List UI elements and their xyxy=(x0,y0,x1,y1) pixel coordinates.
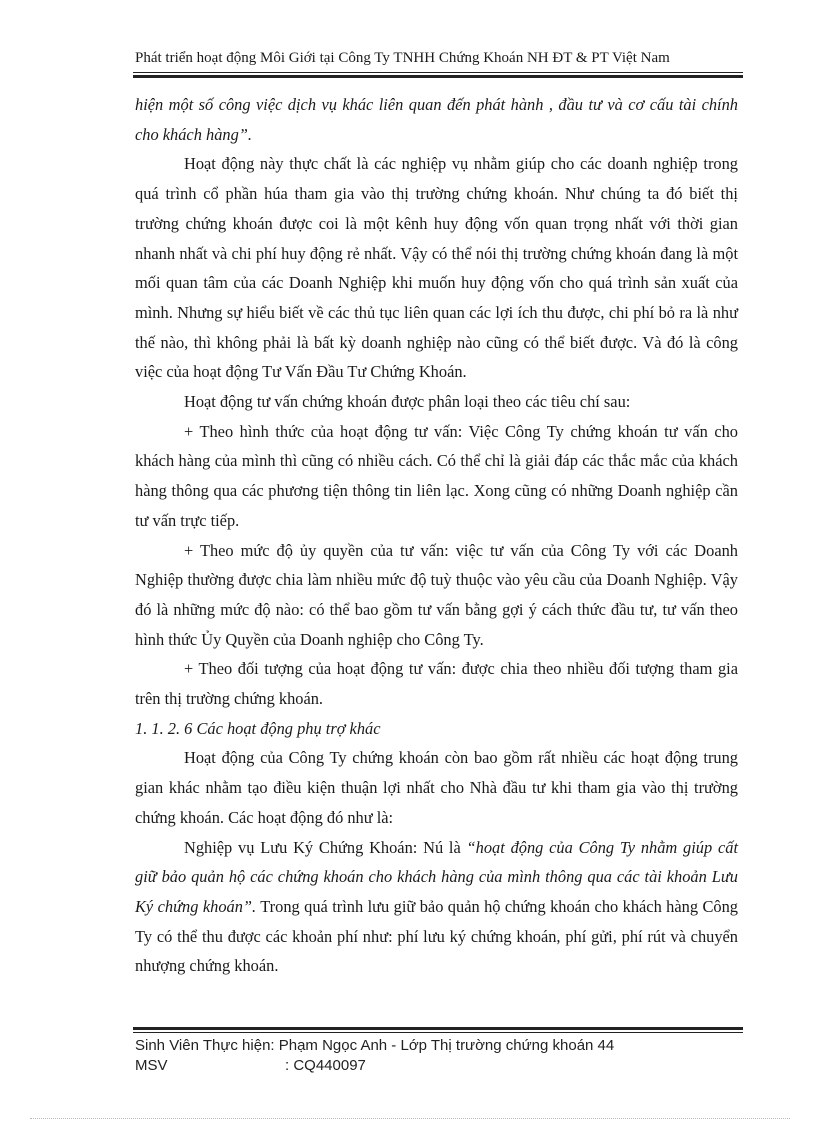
document-body xyxy=(135,90,738,981)
footer-msv-line xyxy=(135,1056,614,1076)
paragraph-by-subject: + Theo đối tượng của hoạt động tư vấn: được chia theo nhiều đối tượng tham gia trên thị trường chứng khoán. xyxy=(135,659,738,709)
footer-msv-label: MSV xyxy=(135,1057,168,1074)
custody-tail-text: Trong quá trình lưu giữ bảo quản hộ chứng khoán cho khách hàng Công Ty có thể thu được các khoản phí như: phí lưu ký chứng khoán, phí gửi, phí rút và chuyển nhượng chứng khoán. xyxy=(135,896,738,976)
page-footer xyxy=(135,1036,614,1076)
header-rule-thin xyxy=(133,72,743,73)
footer-student-line: Sinh Viên Thực hiện: Phạm Ngọc Anh - Lớp Thị trường chứng khoán 44 xyxy=(135,1037,615,1054)
paragraph-auxiliary-activities: Hoạt động của Công Ty chứng khoán còn bao gồm rất nhiều các hoạt động trung gian khác nhằm tạo điều kiện thuận lợi nhất cho Nhà đầu tư khi tham gia vào thị trường chứng khoán. Các hoạt động đó như là: xyxy=(135,748,738,827)
paragraph-continuation: hiện một số công việc dịch vụ khác liên quan đến phát hành , đầu tư và cơ cấu tài chính cho khách hàng”. xyxy=(135,95,738,144)
header-rule-thick xyxy=(133,75,743,78)
paragraph-by-authorization: + Theo mức độ ủy quyền của tư vấn: việc tư vấn của Công Ty với các Doanh Nghiệp thường được chia làm nhiều mức độ tuỳ thuộc vào yêu cầu của Doanh Nghiệp. Vậy đó là những mức độ nào: có thể bao gồm tư vấn bằng gợi ý cách thức đầu tư, tư vấn theo hình thức Ủy Quyền của Doanh nghiệp cho Công Ty. xyxy=(135,540,738,649)
page-header: Phát triển hoạt động Môi Giới tại Công Ty TNHH Chứng Khoán NH ĐT & PT Việt Nam xyxy=(135,50,670,66)
paragraph-consulting-overview: Hoạt động này thực chất là các nghiệp vụ nhằm giúp cho các doanh nghiệp trong quá trình cổ phần húa tham gia vào thị trường chứng khoán. Như chúng ta đó biết thị trường chứng khoán được coi là một kênh huy động vốn quan trọng nhất với thời gian nhanh nhất và chi phí huy động rẻ nhất. Vậy có thể nói thị trường chứng khoán đang là một mối quan tâm của các Doanh Nghiệp khi muốn huy động vốn cho quá trình sản xuất của mình. Nhưng sự hiểu biết về các thủ tục liên quan các lợi ích thu được, chi phí bỏ ra là như thế nào, thì không phải là bất kỳ doanh nghiệp nào cũng có thể biết được. Và đó là công việc của hoạt động Tư Vấn Đầu Tư Chứng Khoán. xyxy=(135,154,738,382)
custody-lead-text: Nghiệp vụ Lưu Ký Chứng Khoán: Nú là xyxy=(184,837,467,857)
section-heading: 1. 1. 2. 6 Các hoạt động phụ trợ khác xyxy=(135,718,381,738)
custody-definition-quote: “hoạt động của Công Ty nhằm giúp cất giữ bảo quản hộ các chứng khoán cho khách hàng của mình thông qua các tài khoản Lưu Ký chứng khoán”. xyxy=(135,837,739,916)
footer-rule-thick xyxy=(133,1027,743,1030)
footer-msv-value: : CQ440097 xyxy=(285,1057,366,1074)
footer-rule-thin xyxy=(133,1032,743,1033)
page-bottom-dotted-line xyxy=(30,1118,790,1119)
paragraph-by-form: + Theo hình thức của hoạt động tư vấn: Việc Công Ty chứng khoán tư vấn cho khách hàng của mình thì cũng có nhiều cách. Có thể chỉ là giải đáp các thắc mắc của khách hàng thông qua các phương tiện thông tin liên lạc. Xong cũng có những Doanh nghiệp cần tư vấn trực tiếp. xyxy=(135,421,738,530)
paragraph-classification-intro: Hoạt động tư vấn chứng khoán được phân loại theo các tiêu chí sau: xyxy=(184,392,631,412)
paragraph-custody-service xyxy=(135,833,738,982)
